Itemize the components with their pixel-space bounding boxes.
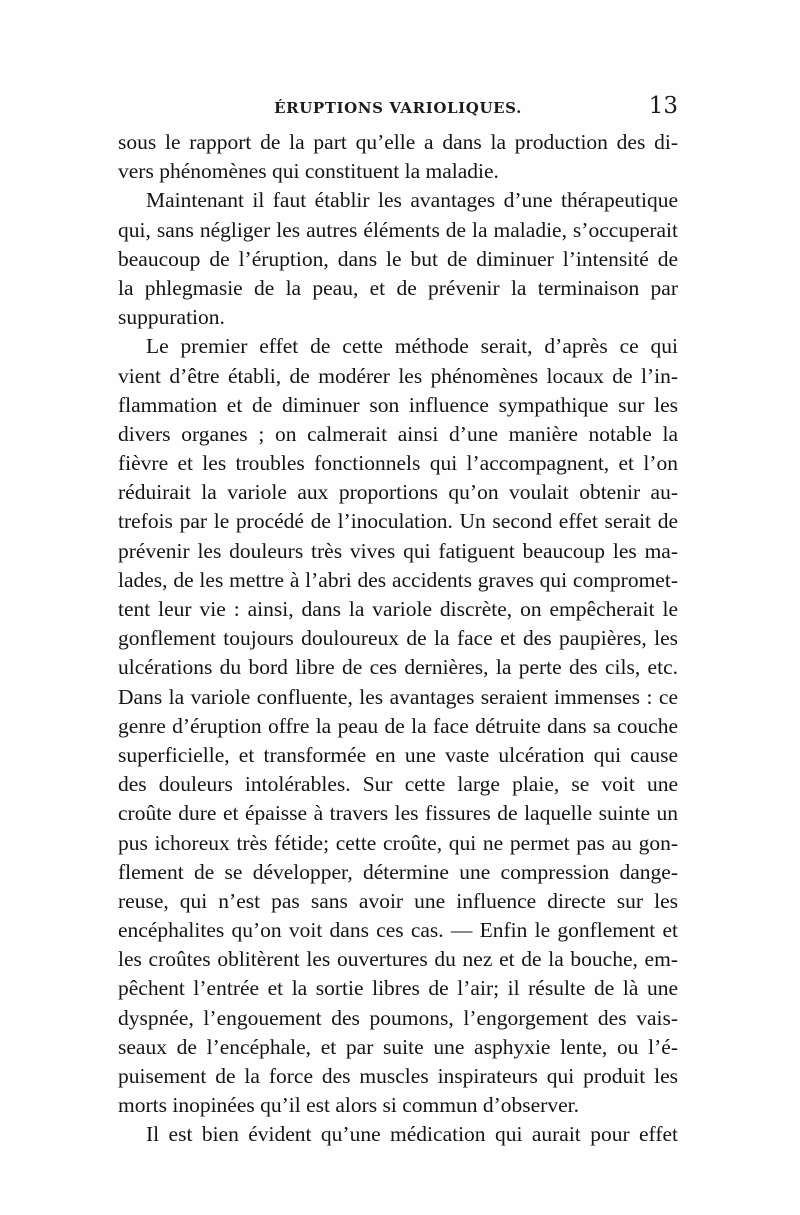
text-line: genre d’éruption offre la peau de la face détruite dans sa couche (118, 713, 678, 738)
text-line: Le premier effet de cette méthode serait, d’après ce qui (146, 334, 678, 359)
text-line: qui, sans négliger les autres éléments de la maladie, s’occuperait (118, 217, 678, 242)
text-line: Dans la variole confluente, les avantages seraient immenses : ce (118, 684, 678, 709)
page-number: 13 (648, 93, 678, 119)
text-line: puisement de la force des muscles inspirateurs qui produit les (118, 1064, 678, 1088)
running-head (118, 95, 678, 121)
text-line: prévenir les douleurs très vives qui fatiguent beaucoup les ma- (118, 538, 678, 563)
text-line: Il est bien évident qu’une médication qui aurait pour effet (146, 1122, 678, 1147)
text-line: réduirait la variole aux proportions qu’on voulait obtenir au- (118, 480, 678, 505)
text-line: lades, de les mettre à l’abri des accidents graves qui compromet- (118, 567, 678, 592)
text-line: encéphalites qu’on voit dans ces cas. — Enfin le gonflement et (118, 918, 678, 943)
text-line: Maintenant il faut établir les avantages d’une thérapeutique (146, 188, 678, 213)
text-line: ulcérations du bord libre de ces dernières, la perte des cils, etc. (118, 655, 678, 680)
text-line: flammation et de diminuer son influence sympathique sur les (118, 392, 678, 417)
text-line: vers phénomènes qui constituent la maladie. (118, 159, 499, 184)
text-line: beaucoup de l’éruption, dans le but de diminuer l’intensité de (118, 246, 678, 271)
text-line: superficielle, et transformée en une vaste ulcération qui cause (118, 742, 678, 767)
text-line: morts inopinées qu’il est alors si commun d’observer. (118, 1093, 579, 1118)
text-line: gonflement toujours douloureux de la face et des paupières, les (118, 626, 678, 651)
text-line: flement de se développer, détermine une compression dange- (118, 859, 678, 884)
text-line: trefois par le procédé de l’inoculation. Un second effet serait de (118, 509, 678, 534)
text-line: des douleurs intolérables. Sur cette large plaie, se voit une (118, 772, 678, 797)
body-text (118, 128, 678, 1150)
text-line: vient d’être établi, de modérer les phénomènes locaux de l’in- (118, 363, 678, 388)
text-line: pêchent l’entrée et la sortie libres de l’air; il résulte de là une (118, 976, 678, 1001)
text-line: pus ichoreux très fétide; cette croûte, qui ne permet pas au gon- (118, 830, 678, 855)
text-line: suppuration. (118, 305, 225, 330)
text-line: sous le rapport de la part qu’elle a dans la production des di- (118, 130, 678, 154)
text-line: la phlegmasie de la peau, et de prévenir la terminaison par (118, 275, 678, 300)
running-title: ÉRUPTIONS VARIOLIQUES. (274, 99, 522, 117)
text-line: les croûtes oblitèrent les ouvertures du nez et de la bouche, em- (118, 947, 678, 972)
text-line: reuse, qui n’est pas sans avoir une influence directe sur les (118, 888, 678, 913)
text-line: fièvre et les troubles fonctionnels qui l’accompagnent, et l’on (118, 451, 678, 476)
text-line: seaux de l’encéphale, et par suite une asphyxie lente, ou l’é- (118, 1034, 678, 1059)
text-line: croûte dure et épaisse à travers les fissures de laquelle suinte un (118, 801, 678, 826)
text-line: divers organes ; on calmerait ainsi d’une manière notable la (118, 421, 678, 446)
text-line: dyspnée, l’engouement des poumons, l’engorgement des vais- (118, 1005, 678, 1030)
text-line: tent leur vie : ainsi, dans la variole discrète, on empêcherait le (118, 597, 678, 621)
